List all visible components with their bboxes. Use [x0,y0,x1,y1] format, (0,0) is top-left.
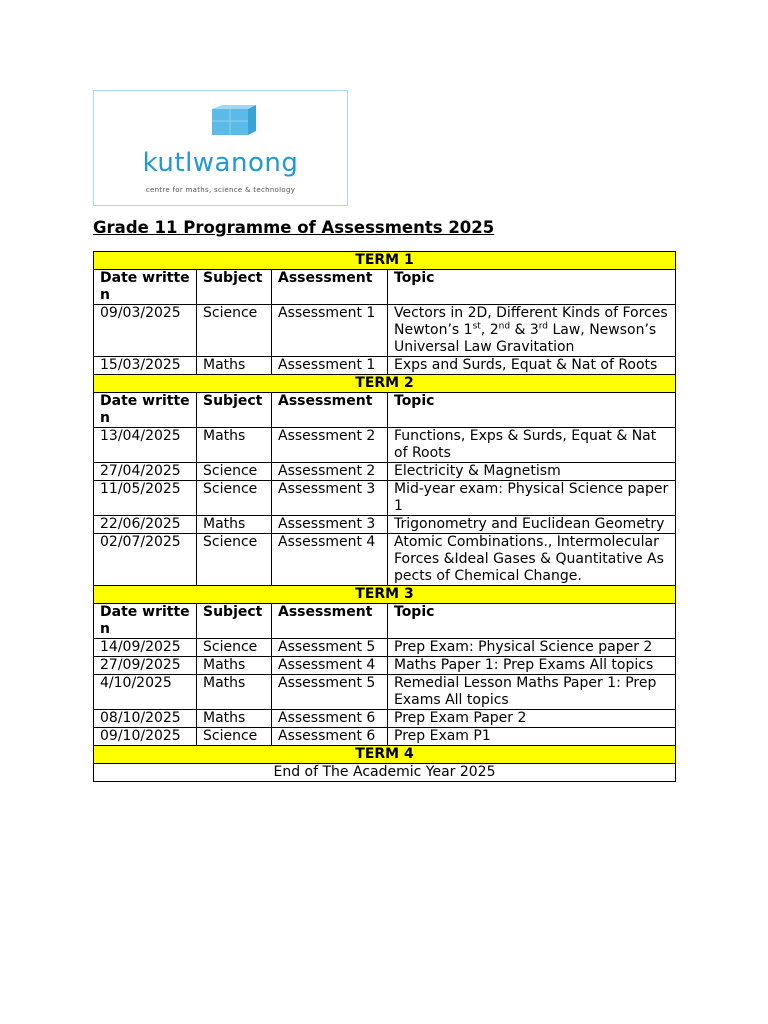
assessment-cell: Assessment 5 [272,675,388,710]
topic-cell: Prep Exam P1 [388,728,676,746]
topic-text: & 3 [510,322,539,338]
topic-cell: Atomic Combinations., Intermolecular Forces &Ideal Gases & Quantitative Aspects of Chemical Change. [388,534,676,586]
page-title: Grade 11 Programme of Assessments 2025 [93,218,495,237]
table-row [94,710,676,728]
assessment-cell: Assessment 6 [272,710,388,728]
date-cell: 09/03/2025 [94,305,197,357]
subject-cell: Science [197,728,272,746]
subject-cell: Maths [197,428,272,463]
subject-cell: Science [197,534,272,586]
topic-cell: Maths Paper 1: Prep Exams All topics [388,657,676,675]
column-header-row [94,270,676,305]
assessment-cell: Assessment 5 [272,639,388,657]
date-cell: 27/09/2025 [94,657,197,675]
assessment-cell: Assessment 4 [272,534,388,586]
table-row [94,675,676,710]
topic-cell: Prep Exam Paper 2 [388,710,676,728]
subject-cell: Maths [197,516,272,534]
topic-cell: Exps and Surds, Equat & Nat of Roots [388,357,676,375]
ordinal-suffix: rd [538,321,549,332]
header-topic: Topic [388,270,676,305]
topic-text: Law, Newson’s Universal Law Gravitation [394,322,657,355]
term-heading: TERM 1 [94,252,676,270]
table-row [94,516,676,534]
topic-cell: Prep Exam: Physical Science paper 2 [388,639,676,657]
term-heading-row [94,586,676,604]
date-cell: 11/05/2025 [94,481,197,516]
assessment-cell: Assessment 1 [272,357,388,375]
table-row [94,728,676,746]
header-topic: Topic [388,393,676,428]
table-row [94,639,676,657]
table-row [94,428,676,463]
term-heading-row [94,252,676,270]
subject-cell: Maths [197,657,272,675]
table-row [94,305,676,357]
topic-text: Vectors in 2D, Different Kinds of Forces Newton’s 1 [394,305,668,338]
end-of-year-row [94,764,676,782]
term-heading: TERM 3 [94,586,676,604]
header-assessment: Assessment [272,393,388,428]
logo-tagline: centre for maths, science & technology [145,186,296,194]
date-cell: 08/10/2025 [94,710,197,728]
assessment-table [93,251,676,782]
column-header-row [94,393,676,428]
header-subject: Subject [197,393,272,428]
table-row [94,463,676,481]
subject-cell: Science [197,481,272,516]
date-cell: 14/09/2025 [94,639,197,657]
assessment-cell: Assessment 2 [272,463,388,481]
subject-cell: Science [197,463,272,481]
assessment-table-body [94,252,676,782]
column-header-row [94,604,676,639]
assessment-cell: Assessment 4 [272,657,388,675]
table-row [94,534,676,586]
cube-logo-icon [204,105,256,143]
subject-cell: Science [197,639,272,657]
term-heading: TERM 4 [94,746,676,764]
header-assessment: Assessment [272,270,388,305]
header-subject: Subject [197,604,272,639]
date-cell: 09/10/2025 [94,728,197,746]
subject-cell: Maths [197,675,272,710]
assessment-cell: Assessment 3 [272,516,388,534]
ordinal-suffix: st [472,321,481,332]
ordinal-suffix: nd [498,321,511,332]
topic-cell: Mid-year exam: Physical Science paper 1 [388,481,676,516]
logo-wordmark: kutlwanong [142,148,299,178]
subject-cell: Science [197,305,272,357]
assessment-cell: Assessment 2 [272,428,388,463]
term-heading-row [94,746,676,764]
assessment-cell: Assessment 1 [272,305,388,357]
assessment-cell: Assessment 3 [272,481,388,516]
topic-cell [388,305,676,357]
topic-cell: Functions, Exps & Surds, Equat & Nat of Roots [388,428,676,463]
date-cell: 27/04/2025 [94,463,197,481]
date-cell: 22/06/2025 [94,516,197,534]
subject-cell: Maths [197,357,272,375]
topic-cell: Trigonometry and Euclidean Geometry [388,516,676,534]
date-cell: 15/03/2025 [94,357,197,375]
header-date: Date written [94,270,197,305]
date-cell: 13/04/2025 [94,428,197,463]
subject-cell: Maths [197,710,272,728]
table-row [94,657,676,675]
header-subject: Subject [197,270,272,305]
topic-text: , 2 [480,322,499,338]
table-row [94,481,676,516]
table-row [94,357,676,375]
term-heading-row [94,375,676,393]
end-of-year-cell: End of The Academic Year 2025 [94,764,676,782]
header-date: Date written [94,393,197,428]
header-topic: Topic [388,604,676,639]
kutlwanong-logo [93,90,348,206]
header-assessment: Assessment [272,604,388,639]
topic-cell: Remedial Lesson Maths Paper 1: Prep Exams All topics [388,675,676,710]
date-cell: 4/10/2025 [94,675,197,710]
date-cell: 02/07/2025 [94,534,197,586]
assessment-cell: Assessment 6 [272,728,388,746]
term-heading: TERM 2 [94,375,676,393]
topic-cell: Electricity & Magnetism [388,463,676,481]
header-date: Date written [94,604,197,639]
